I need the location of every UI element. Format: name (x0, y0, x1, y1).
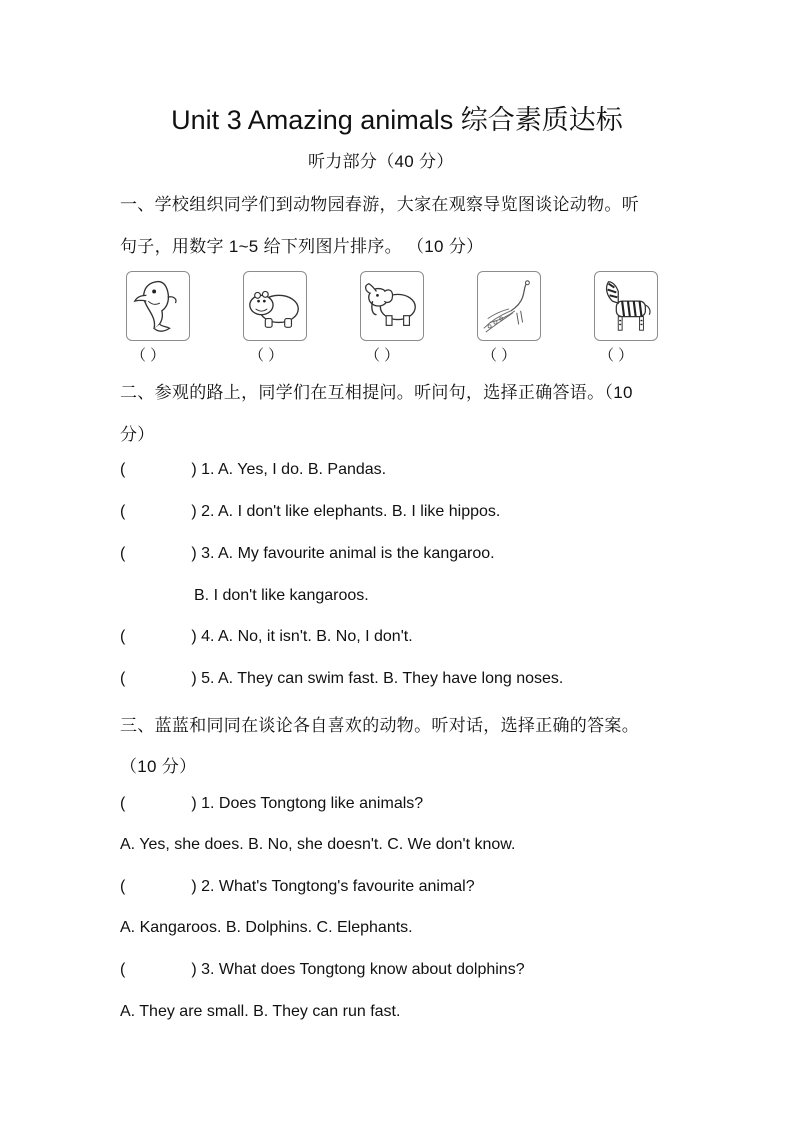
section2-instruction-line2: 分） (120, 425, 155, 444)
question-row (120, 628, 413, 646)
answer-blank[interactable]: ( (120, 545, 126, 562)
question-options: A. Yes, she does. B. No, she doesn't. C. We don't know. (120, 836, 516, 853)
section1-instruction-line2: 句子，用数字 1~5 给下列图片排序。 （10 分） (120, 237, 484, 256)
question-text: ) 2. What's Tongtong's favourite animal? (191, 878, 475, 895)
answer-blank-3[interactable]: （ ） (365, 347, 400, 364)
question-text: ) 3. What does Tongtong know about dolphins? (191, 961, 525, 978)
peacock-icon (478, 272, 540, 340)
question-row (120, 878, 475, 896)
answer-blank[interactable]: ( (120, 628, 126, 645)
answer-blank[interactable]: ( (120, 670, 126, 687)
hippo-picture (243, 271, 307, 341)
question-text: ) 1. A. Yes, I do. B. Pandas. (191, 461, 387, 478)
elephant-icon (361, 272, 423, 340)
zebra-icon (595, 272, 657, 340)
section2-instruction-line1: 二、参观的路上，同学们在互相提问。听问句，选择正确答语。（10 (120, 383, 633, 402)
hippo-icon (244, 272, 306, 340)
question-text: ) 1. Does Tongtong like animals? (191, 795, 424, 812)
page-title: Unit 3 Amazing animals 综合素质达标 (171, 105, 623, 135)
question-options: A. Kangaroos. B. Dolphins. C. Elephants. (120, 919, 413, 936)
answer-blank-1[interactable]: （ ） (131, 347, 166, 364)
section1-instruction-line1: 一、学校组织同学们到动物园春游，大家在观察导览图谈论动物。听 (120, 195, 639, 214)
question-text: ) 4. A. No, it isn't. B. No, I don't. (191, 628, 413, 645)
question-options: A. They are small. B. They can run fast. (120, 1003, 401, 1020)
question-row (120, 461, 386, 479)
answer-blank-4[interactable]: （ ） (482, 347, 517, 364)
answer-blank[interactable]: ( (120, 461, 126, 478)
question-text: ) 5. A. They can swim fast. B. They have long noses. (191, 670, 564, 687)
dolphin-icon (127, 272, 189, 340)
elephant-picture (360, 271, 424, 341)
dolphin-picture (126, 271, 190, 341)
question-option-continuation: B. I don't like kangaroos. (194, 587, 369, 604)
answer-blank-5[interactable]: （ ） (599, 347, 634, 364)
answer-blank[interactable]: ( (120, 503, 126, 520)
question-row (120, 961, 525, 979)
peacock-picture (477, 271, 541, 341)
zebra-picture (594, 271, 658, 341)
section3-instruction-line2: （10 分） (120, 757, 197, 776)
answer-blank-2[interactable]: （ ） (249, 347, 284, 364)
section-subtitle: 听力部分（40 分） (308, 152, 454, 171)
section3-instruction-line1: 三、蓝蓝和同同在谈论各自喜欢的动物。听对话，选择正确的答案。 (120, 716, 639, 735)
question-row (120, 503, 500, 521)
answer-blank[interactable]: ( (120, 795, 126, 812)
question-row (120, 670, 563, 688)
question-text: ) 2. A. I don't like elephants. B. I like hippos. (191, 503, 501, 520)
question-text: ) 3. A. My favourite animal is the kangaroo. (191, 545, 495, 562)
answer-blank[interactable]: ( (120, 961, 126, 978)
question-row (120, 795, 423, 813)
answer-blank[interactable]: ( (120, 878, 126, 895)
question-row (120, 545, 495, 563)
